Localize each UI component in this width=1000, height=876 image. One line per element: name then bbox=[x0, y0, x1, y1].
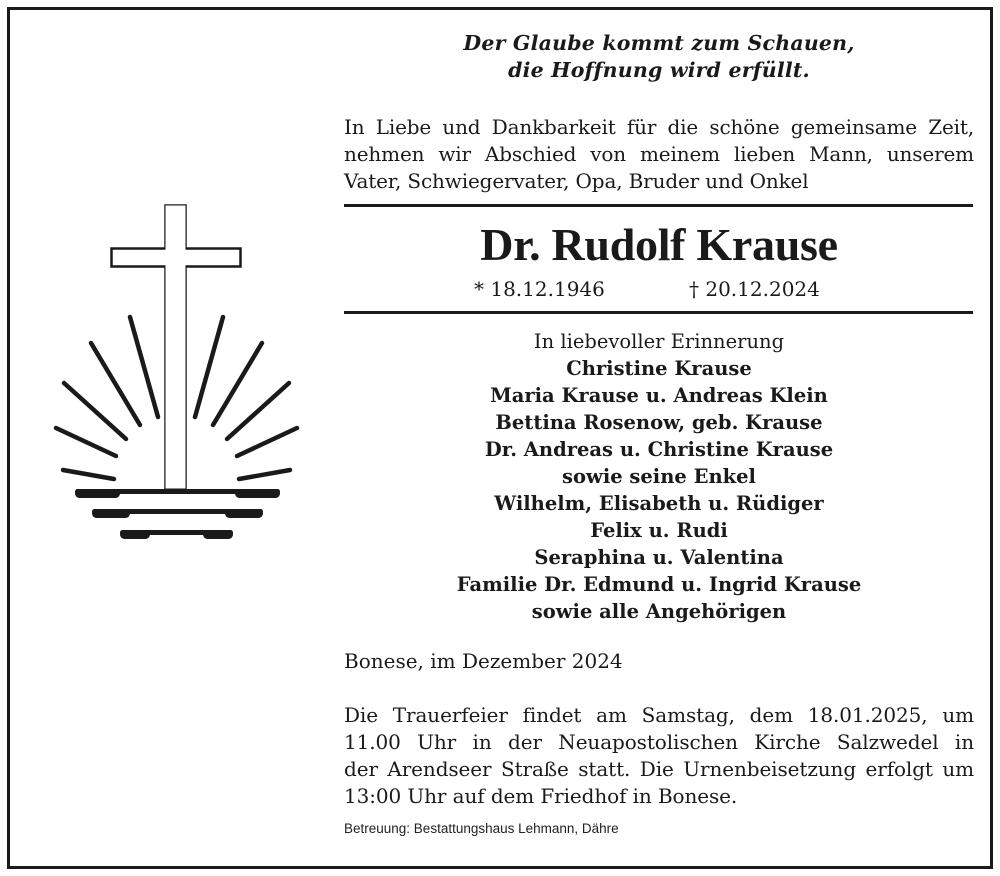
service-line: 11.00 Uhr in der Neuapostolischen Kirche Salzwedel in bbox=[344, 730, 974, 754]
intro-line: Vater, Schwiegervater, Opa, Bruder und Onkel bbox=[344, 169, 809, 193]
mourner-line: Maria Krause u. Andreas Klein bbox=[490, 384, 828, 407]
death-date: † 20.12.2024 bbox=[689, 277, 820, 301]
motto-line: die Hoffnung wird erfüllt. bbox=[508, 58, 810, 82]
mourner-line: Dr. Andreas u. Christine Krause bbox=[484, 438, 834, 461]
mourner-line: Bettina Rosenow, geb. Krause bbox=[495, 411, 823, 434]
funeral-home-credit: Betreuung: Bestattungshaus Lehmann, Dähre bbox=[344, 821, 619, 836]
birth-date: * 18.12.1946 bbox=[474, 277, 605, 301]
life-dates bbox=[344, 275, 974, 303]
service-line: Die Trauerfeier findet am Samstag, dem 18.01.2025, um bbox=[344, 703, 974, 727]
intro-line: nehmen wir Abschied von meinem lieben Mann, unserem bbox=[344, 142, 974, 166]
mourner-line: Familie Dr. Edmund u. Ingrid Krause bbox=[456, 573, 862, 596]
motto bbox=[344, 30, 974, 84]
mourners-lead: In liebevoller Erinnerung bbox=[533, 330, 785, 353]
place-date: Bonese, im Dezember 2024 bbox=[344, 649, 623, 673]
mourners-list bbox=[344, 328, 974, 625]
service-info bbox=[344, 702, 974, 810]
top-divider bbox=[344, 204, 973, 207]
deceased-name: Dr. Rudolf Krause bbox=[480, 219, 838, 270]
intro-paragraph bbox=[344, 114, 974, 195]
mourner-line: Seraphina u. Valentina bbox=[534, 546, 784, 569]
bottom-divider bbox=[344, 311, 973, 314]
service-line: der Arendseer Straße statt. Die Urnenbeisetzung erfolgt um bbox=[344, 757, 974, 781]
mourner-line: sowie alle Angehörigen bbox=[531, 600, 787, 623]
cross-with-rising-sun-and-waves-icon bbox=[50, 200, 305, 545]
mourner-line: Christine Krause bbox=[566, 357, 752, 380]
mourner-line: Wilhelm, Elisabeth u. Rüdiger bbox=[494, 492, 824, 515]
service-line: 13:00 Uhr auf dem Friedhof in Bonese. bbox=[344, 784, 738, 808]
intro-line: In Liebe und Dankbarkeit für die schöne gemeinsame Zeit, bbox=[344, 115, 974, 139]
mourner-line: sowie seine Enkel bbox=[562, 465, 756, 488]
mourner-line: Felix u. Rudi bbox=[590, 519, 728, 542]
motto-line: Der Glaube kommt zum Schauen, bbox=[463, 31, 855, 55]
